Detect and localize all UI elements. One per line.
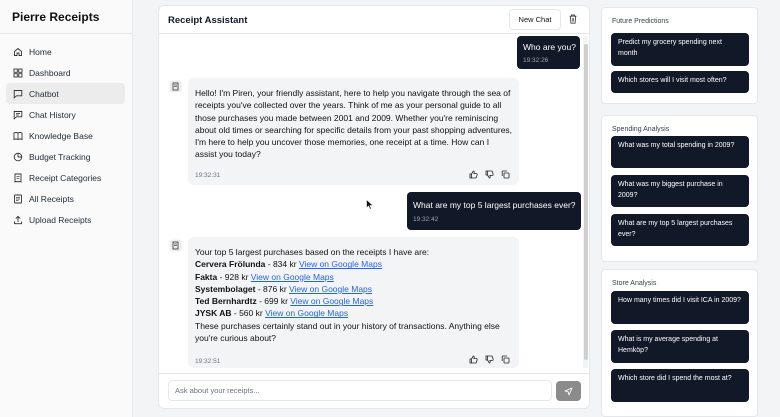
maps-link[interactable]: View on Google Maps <box>289 283 373 294</box>
chat-history-icon <box>13 110 23 120</box>
chat-panel <box>158 5 590 409</box>
sidebar-nav <box>6 41 125 230</box>
suggestion-button[interactable]: How many times did I visit ICA in 2009? <box>611 291 749 324</box>
chat-input-area <box>159 373 589 408</box>
suggestion-button[interactable]: What was my total spending in 2009? <box>611 136 749 168</box>
chat-header <box>159 6 589 34</box>
maps-link[interactable]: View on Google Maps <box>298 259 382 270</box>
section-title: Spending Analysis <box>612 126 670 133</box>
dashboard-icon <box>13 68 23 78</box>
thumbs-down-icon[interactable] <box>485 170 494 179</box>
send-button[interactable] <box>556 381 581 401</box>
purchase-item <box>195 307 513 319</box>
assistant-message <box>188 78 519 185</box>
store-name: Systembolaget <box>195 283 256 294</box>
receipt-icon <box>13 173 23 183</box>
chat-title: Receipt Assistant <box>168 15 248 26</box>
copy-icon[interactable] <box>501 170 510 179</box>
user-message <box>517 36 580 69</box>
sidebar-item-label: All Receipts <box>29 193 74 204</box>
send-icon <box>564 387 573 396</box>
sidebar-item-label: Upload Receipts <box>29 214 92 225</box>
sidebar-item-label: Knowledge Base <box>29 130 93 141</box>
message-text: What are my top 5 largest purchases ever? <box>413 200 576 210</box>
store-name: Fakta <box>195 271 218 282</box>
message-intro: Your top 5 largest purchases based on the receipts I have are: <box>195 247 430 257</box>
sidebar-item-label: Receipt Categories <box>29 172 102 183</box>
trash-icon[interactable] <box>567 13 579 25</box>
bot-avatar-icon <box>169 239 182 252</box>
message-timestamp: 19:32:42 <box>413 216 439 223</box>
thumbs-up-icon[interactable] <box>469 355 478 364</box>
store-analysis-section <box>601 269 758 417</box>
sidebar-item-chat-history[interactable] <box>6 104 125 125</box>
message-timestamp: 19:32:26 <box>523 57 549 64</box>
sidebar-item-label: Dashboard <box>29 67 71 78</box>
maps-link[interactable]: View on Google Maps <box>265 308 349 319</box>
purchase-amount: - 834 kr <box>265 259 299 270</box>
sidebar-item-all-receipts[interactable] <box>6 188 125 209</box>
sidebar-item-dashboard[interactable] <box>6 62 125 83</box>
chat-input[interactable] <box>168 380 552 401</box>
message-text: Hello! I'm Piren, your friendly assistant, here to help you navigate through the sea of receipts you've collected over the years. Think of me as your personal guide to all those purchases you made between 2001 and 2009. Whether you're reminiscing about old times or searching for specific details from your past shopping adventures, I'm here to help you uncover those memories, one receipt at a time. How can I assist you today? <box>195 88 513 160</box>
spending-analysis-section <box>601 115 758 262</box>
user-message <box>407 192 581 230</box>
sidebar-item-budget-tracking[interactable] <box>6 146 125 167</box>
purchase-amount: - 560 kr <box>231 308 266 319</box>
sidebar-divider <box>0 33 133 34</box>
message-outro: These purchases certainly stand out in your history of transactions. Anything else you're curious about? <box>195 320 500 344</box>
maps-link[interactable]: View on Google Maps <box>250 271 334 282</box>
assistant-message <box>188 237 519 368</box>
section-title: Store Analysis <box>612 280 657 287</box>
suggestion-button[interactable]: Which stores will I visit most often? <box>611 71 749 93</box>
maps-link[interactable]: View on Google Maps <box>290 296 374 307</box>
suggestion-button[interactable]: What is my average spending at Hemköp? <box>611 330 749 363</box>
message-body <box>195 246 513 344</box>
purchase-amount: - 928 kr <box>217 271 251 282</box>
purchase-item <box>195 271 513 283</box>
suggestion-button[interactable]: What was my biggest purchase in 2009? <box>611 175 749 207</box>
sidebar-item-upload-receipts[interactable] <box>6 209 125 230</box>
sidebar-item-home[interactable] <box>6 41 125 62</box>
book-icon <box>13 131 23 141</box>
message-timestamp: 19:32:51 <box>195 358 221 365</box>
mouse-cursor-icon <box>366 199 374 210</box>
purchase-item <box>195 295 513 307</box>
suggestion-button[interactable]: What are my top 5 largest purchases ever? <box>611 214 749 246</box>
suggestion-button[interactable]: Predict my grocery spending next month <box>611 33 749 66</box>
new-chat-button[interactable]: New Chat <box>509 9 561 30</box>
home-icon <box>13 47 23 57</box>
receipts-icon <box>13 194 23 204</box>
upload-icon <box>13 215 23 225</box>
pie-chart-icon <box>13 152 23 162</box>
sidebar-item-label: Chatbot <box>29 88 59 99</box>
thumbs-down-icon[interactable] <box>485 355 494 364</box>
purchase-item <box>195 283 513 295</box>
store-name: JYSK AB <box>195 308 232 319</box>
sidebar-item-knowledge-base[interactable] <box>6 125 125 146</box>
chat-icon <box>13 89 23 99</box>
sidebar <box>0 0 133 417</box>
scrollbar-thumb[interactable] <box>584 44 588 360</box>
purchase-amount: - 699 kr <box>256 296 291 307</box>
sidebar-item-label: Budget Tracking <box>29 151 91 162</box>
store-name: Ted Bernhardtz <box>195 296 257 307</box>
sidebar-item-label: Chat History <box>29 109 76 120</box>
sidebar-item-receipt-categories[interactable] <box>6 167 125 188</box>
purchase-amount: - 876 kr <box>255 283 290 294</box>
thumbs-up-icon[interactable] <box>469 170 478 179</box>
purchase-item <box>195 258 513 270</box>
store-name: Cervera Frölunda <box>195 259 266 270</box>
suggestion-button[interactable]: Which store did I spend the most at? <box>611 369 749 402</box>
section-title: Future Predictions <box>612 18 669 25</box>
future-predictions-section <box>601 7 758 104</box>
app-title: Pierre Receipts <box>12 10 100 24</box>
copy-icon[interactable] <box>501 355 510 364</box>
bot-avatar-icon <box>169 80 182 93</box>
sidebar-item-label: Home <box>29 46 52 57</box>
message-timestamp: 19:32:31 <box>195 172 221 179</box>
sidebar-item-chatbot[interactable] <box>6 83 125 104</box>
message-text: Who are you? <box>523 42 576 52</box>
